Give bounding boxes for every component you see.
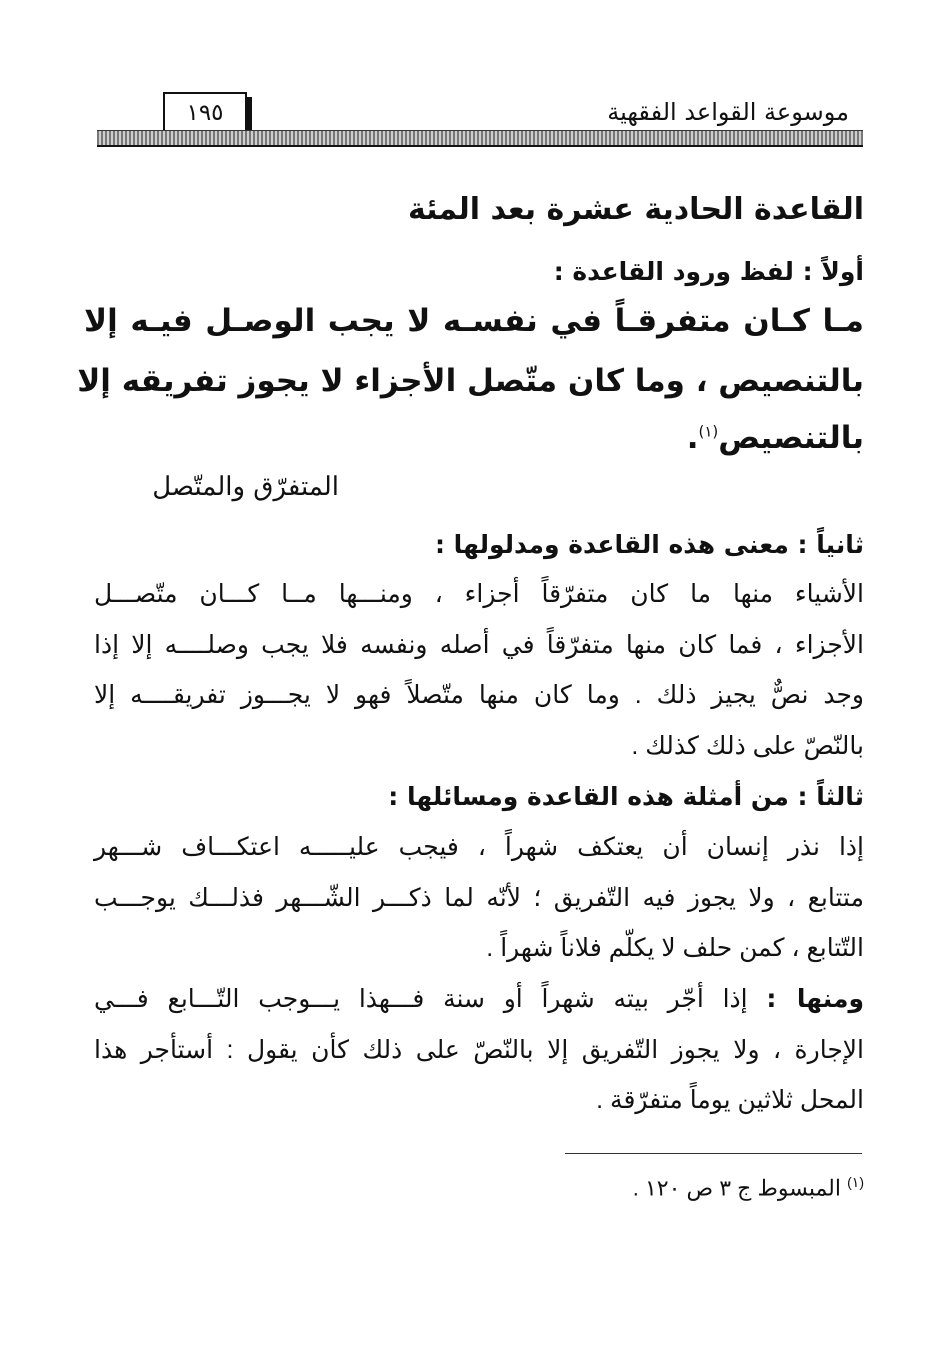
example-line-3: التّتابع ، كمن حلف لا يكلّم فلاناً شهراً . bbox=[486, 934, 864, 962]
meaning-line-4: بالنّصّ على ذلك كذلك . bbox=[631, 732, 864, 760]
example-line-1: إذا نذر إنسان أن يعتكف شهراً ، فيجب عليـــــه اعتكـــاف شـــهر bbox=[94, 833, 864, 861]
example2-line-2: الإجارة ، ولا يجوز التّفريق إلا بالنّصّ على ذلك كأن يقول : أستأجر هذا bbox=[94, 1036, 864, 1064]
meaning-line-2: الأجزاء ، فما كان منها متفرّقاً في أصله ونفسه فلا يجب وصلــــه إلا إذا bbox=[94, 631, 864, 659]
footnote-marker: (١) bbox=[847, 1174, 864, 1190]
rule-line-3-text: بالتنصيص bbox=[718, 420, 864, 456]
rule-line-3-end: . bbox=[686, 420, 699, 456]
example2-line-3: المحل ثلاثين يوماً متفرّقة . bbox=[596, 1086, 864, 1114]
rule-caption: المتفرّق والمتّصل bbox=[152, 472, 339, 502]
rule-line-3 bbox=[84, 420, 864, 456]
meaning-line-3: وجد نصٌّ يجيز ذلك . وما كان منها متّصلاً فهو لا يجـــوز تفريقــــه إلا bbox=[94, 681, 864, 709]
heading-examples: ثالثاً : من أمثلة هذه القاعدة ومسائلها : bbox=[388, 782, 864, 811]
footnote-text: المبسوط ج ٣ ص ١٢٠ . bbox=[632, 1175, 841, 1201]
example2-line-1 bbox=[94, 984, 864, 1014]
footnote-divider bbox=[565, 1153, 862, 1154]
meaning-line-1: الأشياء منها ما كان متفرّقاً أجزاء ، ومنـــها مــا كـــان متّصـــل bbox=[94, 580, 864, 608]
footnote-reference: (١) bbox=[698, 422, 719, 441]
footnote bbox=[504, 1174, 864, 1201]
page-number: ١٩٥ bbox=[163, 92, 247, 134]
header-divider bbox=[97, 130, 863, 147]
running-header-title: موسوعة القواعد الفقهية bbox=[607, 98, 849, 126]
rule-line-1: مـا كـان متفرقـاً في نفسـه لا يجب الوصـل فيـه إلا bbox=[84, 303, 864, 339]
example-line-2: متتابع ، ولا يجوز فيه التّفريق ؛ لأنّه لما ذكـــر الشّـــهر فذلـــك يوجـــب bbox=[94, 884, 864, 912]
example2-line-1-text: إذا أجّر بيته شهراً أو سنة فـــهذا يـــوجب التّـــابع فـــي bbox=[94, 985, 748, 1013]
section-title: القاعدة الحادية عشرة بعد المئة bbox=[407, 192, 864, 227]
heading-rule-wording: أولاً : لفظ ورود القاعدة : bbox=[553, 257, 864, 286]
example2-label: ومنها : bbox=[766, 984, 864, 1013]
heading-meaning: ثانياً : معنى هذه القاعدة ومدلولها : bbox=[434, 530, 864, 559]
rule-line-2: بالتنصيص ، وما كان متّصل الأجزاء لا يجوز تفريقه إلا bbox=[77, 363, 864, 399]
